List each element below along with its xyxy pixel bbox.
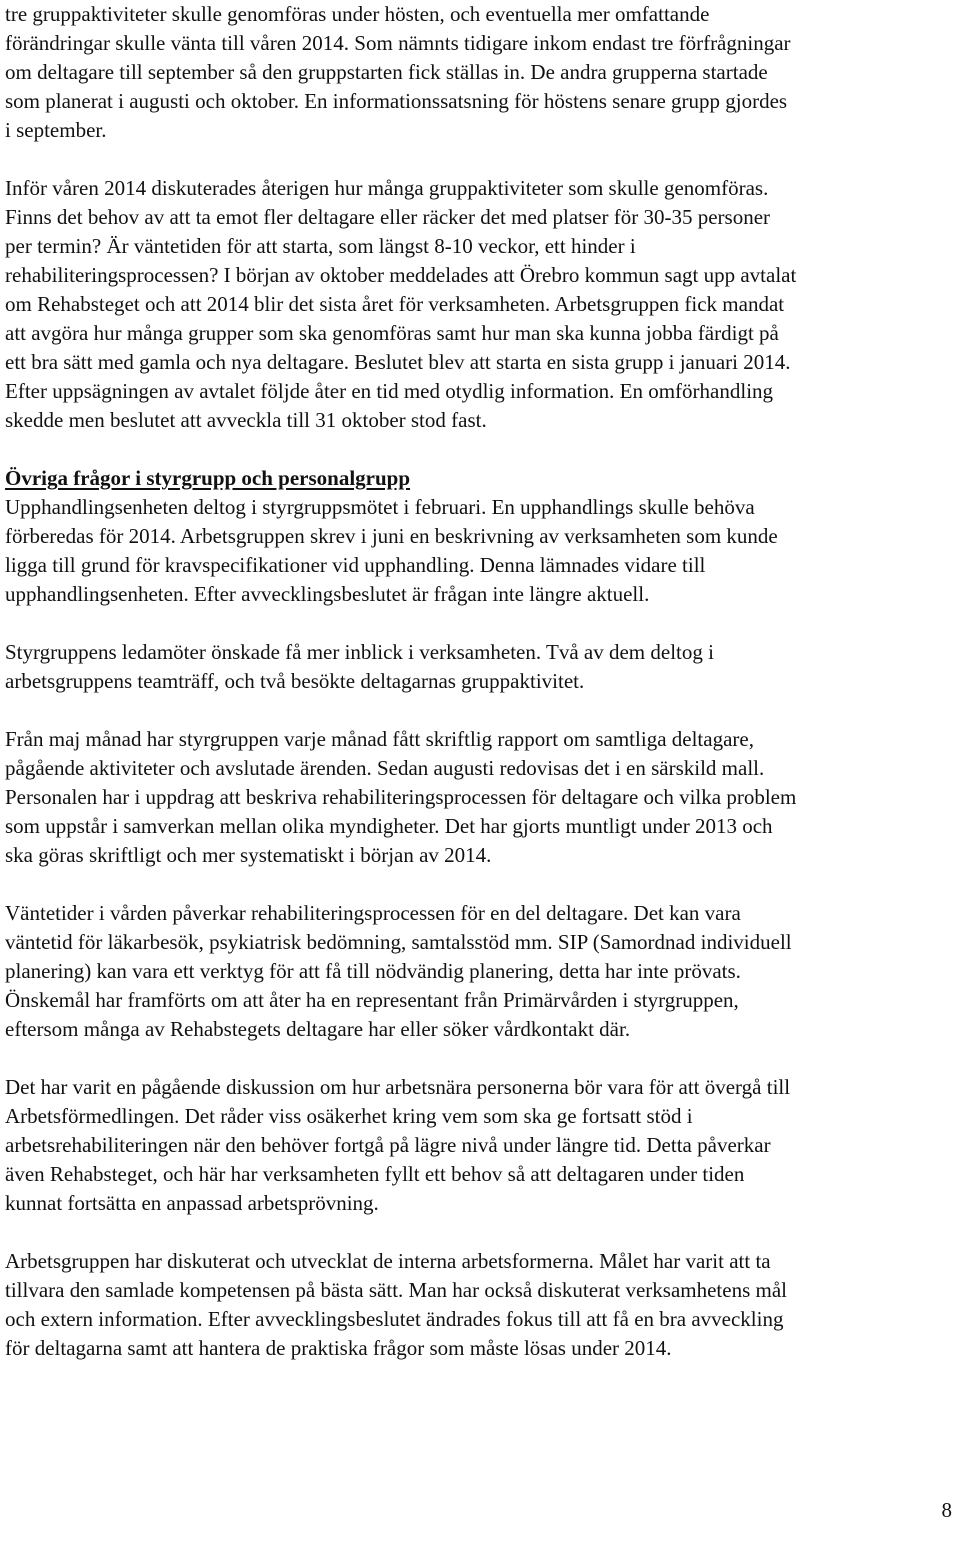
paragraph-spring-planning: Inför våren 2014 diskuterades återigen hur många gruppaktiviteter som skulle genomföras. Finns det behov av att ta emot fler deltagare eller räcker det med platser för 30-35 personer per termin? Är väntetiden för att starta, som längst 8-10 veckor, ett hinder i rehabiliteringsprocessen? I början av oktober meddelades att Örebro kommun sagt upp avtalat om Rehabsteget och att 2014 blir det sista året för verksamheten. Arbetsgruppen fick mandat att avgöra hur många grupper som ska genomföras samt hur man ska kunna jobba färdigt på ett bra sätt med gamla och nya deltagare. Beslutet blev att starta en sista grupp i januari 2014. Efter uppsägningen av avtalet följde åter en tid med otydlig information. En omförhandling skedde men beslutet att avveckla till 31 oktober stod fast. xyxy=(5,176,797,432)
paragraph-employment-office: Det har varit en pågående diskussion om hur arbetsnära personerna bör vara för att övergå till Arbetsförmedlingen. Det råder viss osäkerhet kring vem som ska ge fortsatt stöd i arbetsrehabiliteringen när den behöver fortgå på lägre nivå under längre tid. Detta påverkar även Rehabsteget, och här har verksamheten fyllt ett behov så att deltagaren under tiden kunnat fortsätta en anpassad arbetsprövning. xyxy=(5,1075,791,1215)
section-heading: Övriga frågor i styrgrupp och personalgrupp xyxy=(5,466,411,490)
page-number: 8 xyxy=(941,1498,952,1522)
paragraph-reporting: Från maj månad har styrgruppen varje månad fått skriftlig rapport om samtliga deltagare, pågående aktiviteter och avslutade ärenden. Sedan augusti redovisas det i en särskild mall. Personalen har i uppdrag att beskriva rehabiliteringsprocessen för deltagare och vilka problem som uppstår i samverkan mellan olika myndigheter. Det har gjorts muntligt under 2013 och ska göras skriftligt och mer systematiskt i början av 2014. xyxy=(5,727,797,867)
paragraph-continuation: tre gruppaktiviteter skulle genomföras under hösten, och eventuella mer omfattande förändringar skulle vänta till våren 2014. Som nämnts tidigare inkom endast tre förfrågningar om deltagare till september så den gruppstarten fick ställas in. De andra grupperna startade som planerat i augusti och oktober. En informationssatsning för höstens senare grupp gjordes i september. xyxy=(5,2,791,142)
paragraph-waiting-times: Väntetider i vården påverkar rehabiliteringsprocessen för en del deltagare. Det kan vara väntetid för läkarbesök, psykiatrisk bedömning, samtalsstöd mm. SIP (Samordnad individuell planering) kan vara ett verktyg för att få till nödvändig planering, detta har inte prövats. Önskemål har framförts om att åter ha en representant från Primärvården i styrgruppen, eftersom många av Rehabstegets deltagare har eller söker vårdkontakt där. xyxy=(5,901,792,1041)
paragraph-procurement: Upphandlingsenheten deltog i styrgruppsmötet i februari. En upphandlings skulle behöva förberedas för 2014. Arbetsgruppen skrev i juni en beskrivning av verksamheten som kunde ligga till grund för kravspecifikationer vid upphandling. Denna lämnades vidare till upphandlingsenheten. Efter avvecklingsbeslutet är frågan inte längre aktuell. xyxy=(5,495,778,606)
document-page xyxy=(5,0,957,1363)
paragraph-steering-group: Styrgruppens ledamöter önskade få mer inblick i verksamheten. Två av dem deltog i arbetsgruppens teamträff, och två besökte deltagarnas gruppaktivitet. xyxy=(5,640,714,693)
paragraph-working-group: Arbetsgruppen har diskuterat och utvecklat de interna arbetsformerna. Målet har varit att ta tillvara den samlade kompetensen på bästa sätt. Man har också diskuterat verksamhetens mål och extern information. Efter avvecklingsbeslutet ändrades fokus till att få en bra avveckling för deltagarna samt att hantera de praktiska frågor som måste lösas under 2014. xyxy=(5,1249,787,1360)
